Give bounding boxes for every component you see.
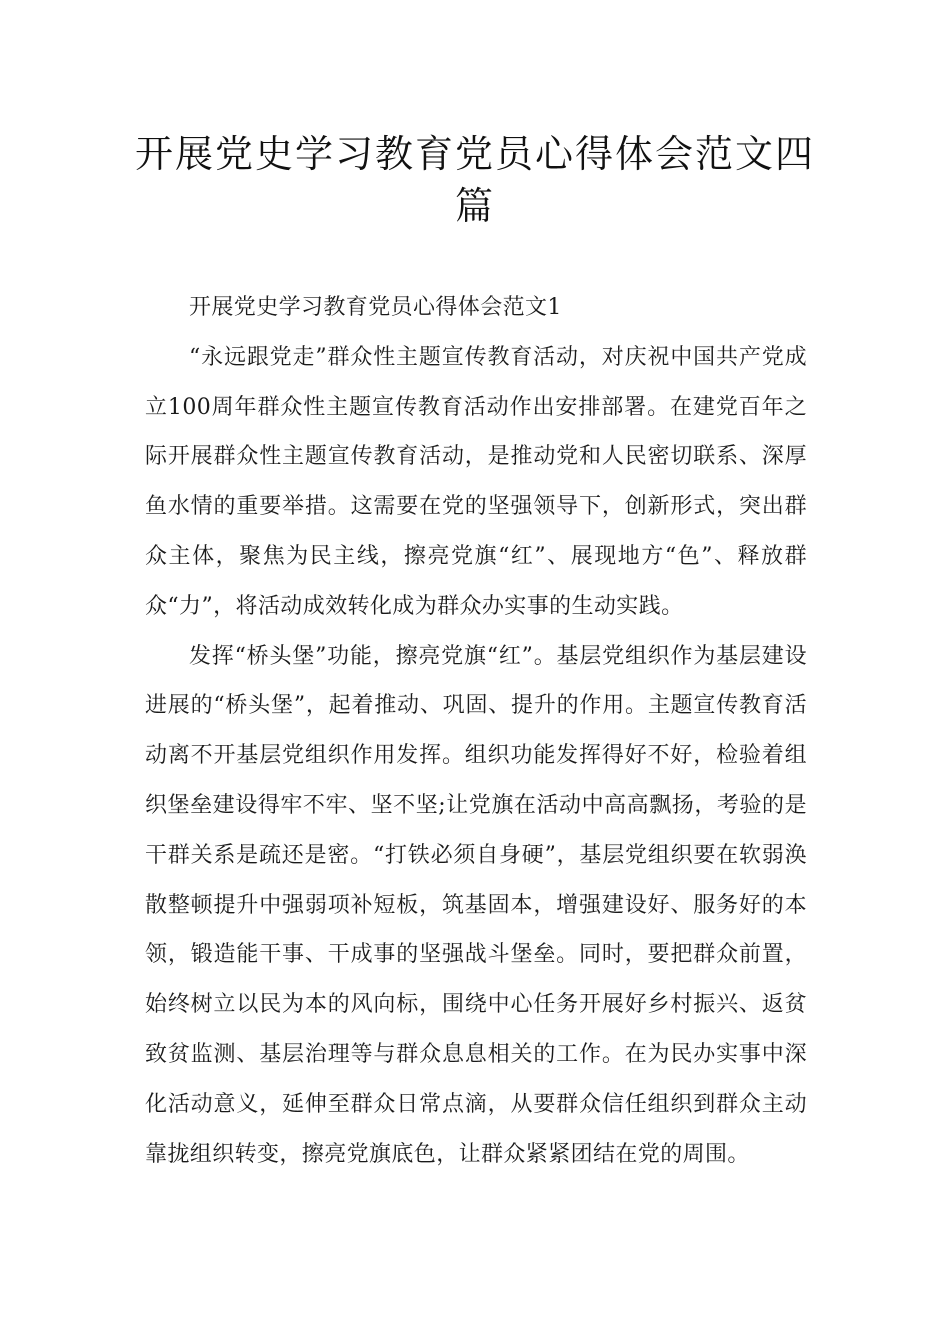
document-body bbox=[145, 283, 807, 1179]
paragraph-1: “永远跟党走”群众性主题宣传教育活动，对庆祝中国共产党成立100周年群众性主题宣传教育活动作出安排部署。在建党百年之际开展群众性主题宣传教育活动，是推动党和人民密切联系、深厚鱼水情的重要举措。这需要在党的坚强领导下，创新形式，突出群众主体，聚焦为民主线，擦亮党旗“红”、展现地方“色”、释放群众“力”，将活动成效转化成为群众办实事的生动实践。 bbox=[145, 344, 807, 619]
section-heading: 开展党史学习教育党员心得体会范文1 bbox=[189, 295, 562, 320]
paragraph-2: 发挥“桥头堡”功能，擦亮党旗“红”。基层党组织作为基层建设进展的“桥头堡”，起着推动、巩固、提升的作用。主题宣传教育活动离不开基层党组织作用发挥。组织功能发挥得好不好，检验着组织堡垒建设得牢不牢、坚不坚;让党旗在活动中高高飘扬，考验的是干群关系是疏还是密。“打铁必须自身硬”，基层党组织要在软弱涣散整顿提升中强弱项补短板，筑基固本，增强建设好、服务好的本领，锻造能干事、干成事的坚强战斗堡垒。同时，要把群众前置，始终树立以民为本的风向标，围绕中心任务开展好乡村振兴、返贫致贫监测、基层治理等与群众息息相关的工作。在为民办实事中深化活动意义，延伸至群众日常点滴，从要群众信任组织到群众主动靠拢组织转变，擦亮党旗底色，让群众紧紧团结在党的周围。 bbox=[145, 643, 807, 1167]
document-title: 开展党史学习教育党员心得体会范文四篇 bbox=[134, 132, 815, 228]
